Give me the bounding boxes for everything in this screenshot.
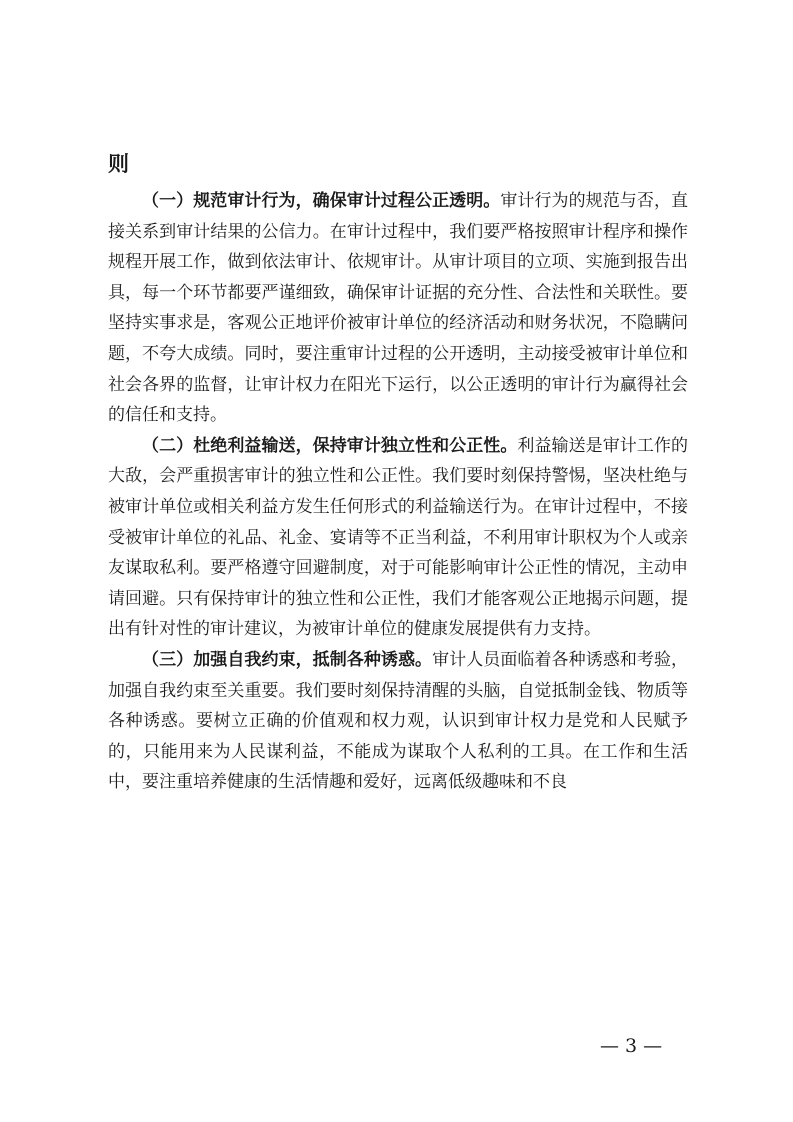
page-title-fragment: 则 [108,152,129,176]
paragraph-1 [108,186,688,431]
paragraph-text-1: 审计行为的规范与否，直接关系到审计结果的公信力。在审计过程中，我们要严格按照审计程序和操作规程开展工作，做到依法审计、依规审计。从审计项目的立项、实施到报告出具，每一个环节都要严谨细致，确保审计证据的充分性、合法性和关联性。要坚持实事求是，客观公正地评价被审计单位的经济活动和财务状况，不隐瞒问题，不夸大成绩。同时，要注重审计过程的公开透明，主动接受被审计单位和社会各界的监督，让审计权力在阳光下运行，以公正透明的审计行为赢得社会的信任和支持。 [108,191,689,426]
section-heading-3: （三）加强自我约束，抵制各种诱惑。 [142,649,433,670]
page-number: — 3 — [600,1035,663,1057]
paragraph-text-3: 审计人员面临着各种诱惑和考验，加强自我约束至关重要。我们要时刻保持清醒的头脑，自觉抵制金钱、物质等各种诱惑。要树立正确的价值观和权力观，认识到审计权力是党和人民赋予的，只能用来为人民谋利益，不能成为谋取个人私利的工具。在工作和生活中，要注重培养健康的生活情趣和爱好，远离低级趣味和不良 [108,649,689,793]
document-body [108,186,688,798]
paragraph-3 [108,645,688,798]
paragraph-2 [108,431,688,645]
paragraph-text-2: 利益输送是审计工作的大敌，会严重损害审计的独立性和公正性。我们要时刻保持警惕，坚决杜绝与被审计单位或相关利益方发生任何形式的利益输送行为。在审计过程中，不接受被审计单位的礼品、礼金、宴请等不正当利益，不利用审计职权为个人或亲友谋取私利。要严格遵守回避制度，对于可能影响审计公正性的情况，主动申请回避。只有保持审计的独立性和公正性，我们才能客观公正地揭示问题，提出有针对性的审计建议，为被审计单位的健康发展提供有力支持。 [108,435,689,640]
section-heading-2: （二）杜绝利益输送，保持审计独立性和公正性。 [142,435,518,456]
section-heading-1: （一）规范审计行为，确保审计过程公正透明。 [142,191,501,211]
